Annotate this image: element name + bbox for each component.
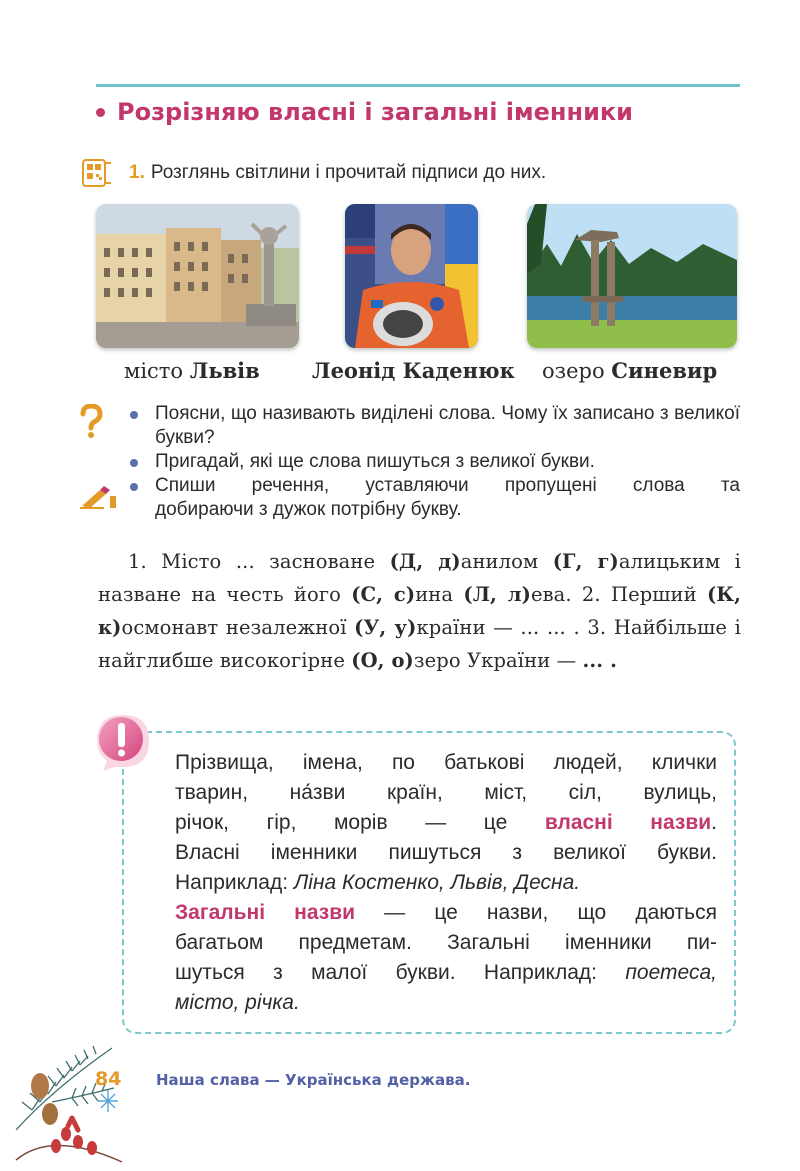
section-title-text: Розрізняю власні і загальні іменники (117, 98, 633, 126)
lviv-city-photo (96, 204, 299, 348)
bullet-copy-line2: добираючи з дужок потрібну букву. (155, 499, 462, 520)
task-number: 1. (129, 162, 145, 183)
bullet-explain: Поясни, що називають виділені слова. Чому їх записано з великої букви? (128, 402, 740, 450)
astronaut-photo (345, 204, 478, 348)
term-common-nouns: Загальні назви (175, 901, 356, 924)
caption-synevyr: озеро Синевир (542, 358, 718, 383)
task-instruction (129, 162, 546, 184)
task-text: Розглянь світлини і прочитай підписи до них. (150, 162, 547, 183)
exercise-text: 1. Місто ... засноване (Д, д)анилом (Г, г)алицьким і назване на честь його (С, с)ина (Л, л)ева. 2. Перший (К, к)осмонавт незалежної (У, у)країни — ... ... . 3. Найбільше і найглибше високогірне (О, о)зеро України — ... . (98, 550, 742, 672)
example-proper: Ліна Костенко, Львів, Десна. (293, 871, 581, 894)
example-common: місто, річка. (175, 991, 300, 1014)
footer-text: Наша слава — Українська держава. (156, 1071, 471, 1089)
bullet-copy-line1: Спиши речення, уставляючи пропущені слова та (155, 475, 740, 496)
caption-lviv: місто Львів (124, 358, 260, 383)
top-rule (96, 84, 740, 87)
exclamation-icon (93, 711, 155, 771)
qr-code-icon (82, 159, 112, 187)
bullet-dot (96, 108, 105, 117)
task-bullets (128, 402, 740, 522)
page-number: 84 (95, 1068, 122, 1090)
winter-branch-decoration (12, 1030, 142, 1165)
question-mark-icon (78, 404, 104, 438)
rule-text: Прізвища, імена, по батькові людей, клички тварин, на́зви країн, міст, сіл, вулиць, річок, гір, морів — це власні назви. Власні іменники пишуться з великої букви. Наприклад: Ліна Костенко, Львів, Десна. Загальні назви — це назви, що даються багатьом предметам. Загальні іменники пи- шуться з малої букви. Наприклад: поетеса, місто, річка. (175, 748, 717, 1018)
caption-kadeniuk: Леонід Каденюк (312, 358, 515, 383)
section-title (96, 98, 633, 126)
lake-photo (527, 204, 737, 348)
term-proper-nouns: власні назви (544, 811, 712, 834)
bullet-copy (128, 474, 740, 522)
bullet-recall: Пригадай, які ще слова пишуться з великої букви. (128, 450, 740, 474)
writing-hand-icon (80, 484, 118, 510)
